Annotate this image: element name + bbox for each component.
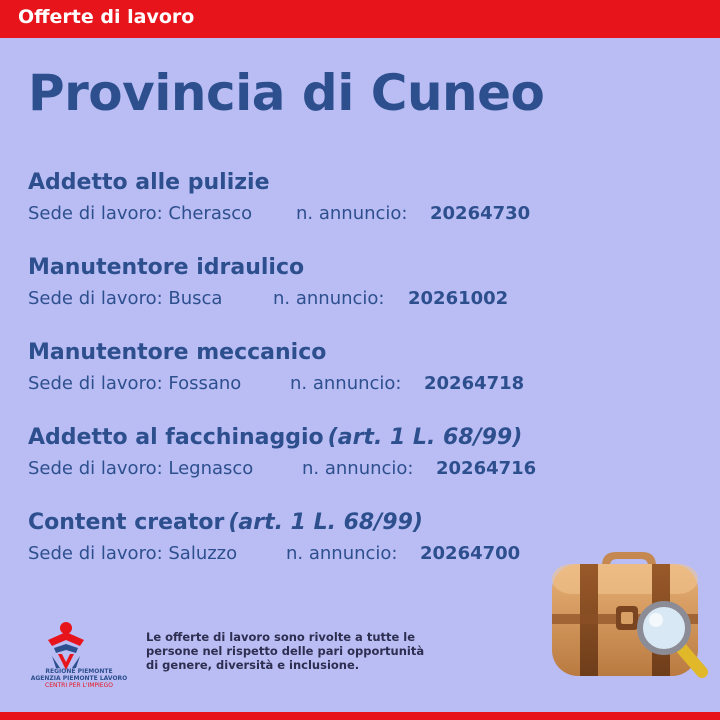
job-details (28, 458, 537, 482)
logo-line-2: AGENZIA PIEMONTE LAVORO (30, 675, 128, 682)
job-location: Sede di lavoro: Fossano (28, 373, 242, 394)
job-listing (28, 425, 537, 482)
page-title: Provincia di Cuneo (28, 64, 545, 122)
logo-caption (24, 668, 134, 689)
ad-number: 20264730 (430, 203, 531, 224)
job-listing (28, 340, 525, 397)
briefcase-icon (544, 544, 714, 694)
job-title (28, 510, 423, 535)
job-title-text: Manutentore idraulico (28, 255, 305, 280)
job-listing (28, 255, 509, 312)
job-listing (28, 170, 531, 227)
job-title-text: Addetto al facchinaggio (28, 425, 324, 450)
banner-label: Offerte di lavoro (18, 6, 195, 28)
ad-number: 20261002 (408, 288, 509, 309)
job-title-text: Content creator (28, 510, 225, 535)
job-legal-note: (art. 1 L. 68/99) (327, 425, 523, 450)
ad-number-label: n. annuncio: (296, 203, 408, 224)
ad-number-label: n. annuncio: (273, 288, 385, 309)
job-details (28, 288, 509, 312)
footer-note: Le offerte di lavoro sono rivolte a tutte le persone nel rispetto delle pari opportunità di genere, diversità e inclusione. (146, 630, 425, 672)
ad-number: 20264718 (424, 373, 525, 394)
ad-number: 20264700 (420, 543, 521, 564)
job-location: Sede di lavoro: Cherasco (28, 203, 253, 224)
job-listing (28, 510, 521, 567)
job-title (28, 340, 326, 365)
bottom-strip (0, 712, 720, 720)
job-location: Sede di lavoro: Saluzzo (28, 543, 238, 564)
job-title (28, 425, 522, 450)
job-details (28, 543, 521, 567)
ad-number: 20264716 (436, 458, 537, 479)
job-legal-note: (art. 1 L. 68/99) (228, 510, 423, 535)
ad-number-label: n. annuncio: (286, 543, 398, 564)
top-banner (0, 0, 720, 38)
logo-line-1: REGIONE PIEMONTE (45, 668, 113, 675)
job-location: Sede di lavoro: Legnasco (28, 458, 254, 479)
ad-number-label: n. annuncio: (290, 373, 402, 394)
job-location: Sede di lavoro: Busca (28, 288, 223, 309)
logo-line-3: CENTRI PER L'IMPIEGO (45, 682, 113, 689)
job-title-text: Addetto alle pulizie (28, 170, 270, 195)
job-title-text: Manutentore meccanico (28, 340, 327, 365)
ad-number-label: n. annuncio: (302, 458, 414, 479)
job-title (28, 255, 304, 280)
job-title (28, 170, 270, 195)
job-details (28, 203, 531, 227)
job-details (28, 373, 525, 397)
